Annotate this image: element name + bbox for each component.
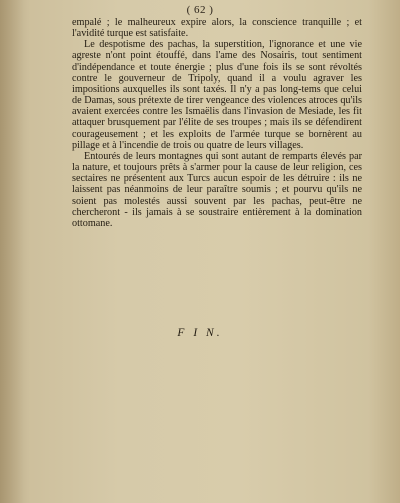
paragraph-mountains: Entourés de leurs montagnes qui sont autant de remparts élevés par la nature, et toujours prêts à s'armer pour la cause de leur religion, ces sectaires ne présentent aux Turcs aucun espoir de les détruire : ils ne laissent pas néanmoins de leur paraître soumis ; et pourvu qu'ils ne soient pas molestés aussi souvent par les pachas, peut-être ne chercheront - ils jamais à se soustraire entièrement à la domination ottomane. (72, 150, 362, 229)
page-number: ( 62 ) (186, 4, 214, 16)
body-text (72, 17, 362, 229)
page-gutter-shadow (0, 0, 30, 503)
paragraph-despotism: Le despotisme des pachas, la superstition, l'ignorance et une vie agreste n'ont point étouffé, dans l'ame des Nosairis, tout sentiment d'indépendance et toute énergie ; plus d'une fois ils se sont révoltés contre le gouverneur de Tripoly, quand il a voulu agraver les impositions auxquelles ils sont taxés. Il n'y a pas long-tems que celui de Damas, sous prétexte de tirer vengeance des violences atroces qu'ils avaient exercées contre les Ismaëlis dans l'invasion de Mesiade, les fit attaquer brusquement par l'élite de ses troupes ; mais ils se défendirent courageusement ; et les exploits de l'armée turque se bornèrent au pillage et à l'incendie de trois ou quatre de leurs villages. (72, 39, 362, 151)
paragraph-continuation: empalé ; le malheureux expire alors, la conscience tranquille ; et l'avidité turque est satisfaite. (72, 17, 362, 40)
end-marker: F I N. (177, 327, 223, 339)
